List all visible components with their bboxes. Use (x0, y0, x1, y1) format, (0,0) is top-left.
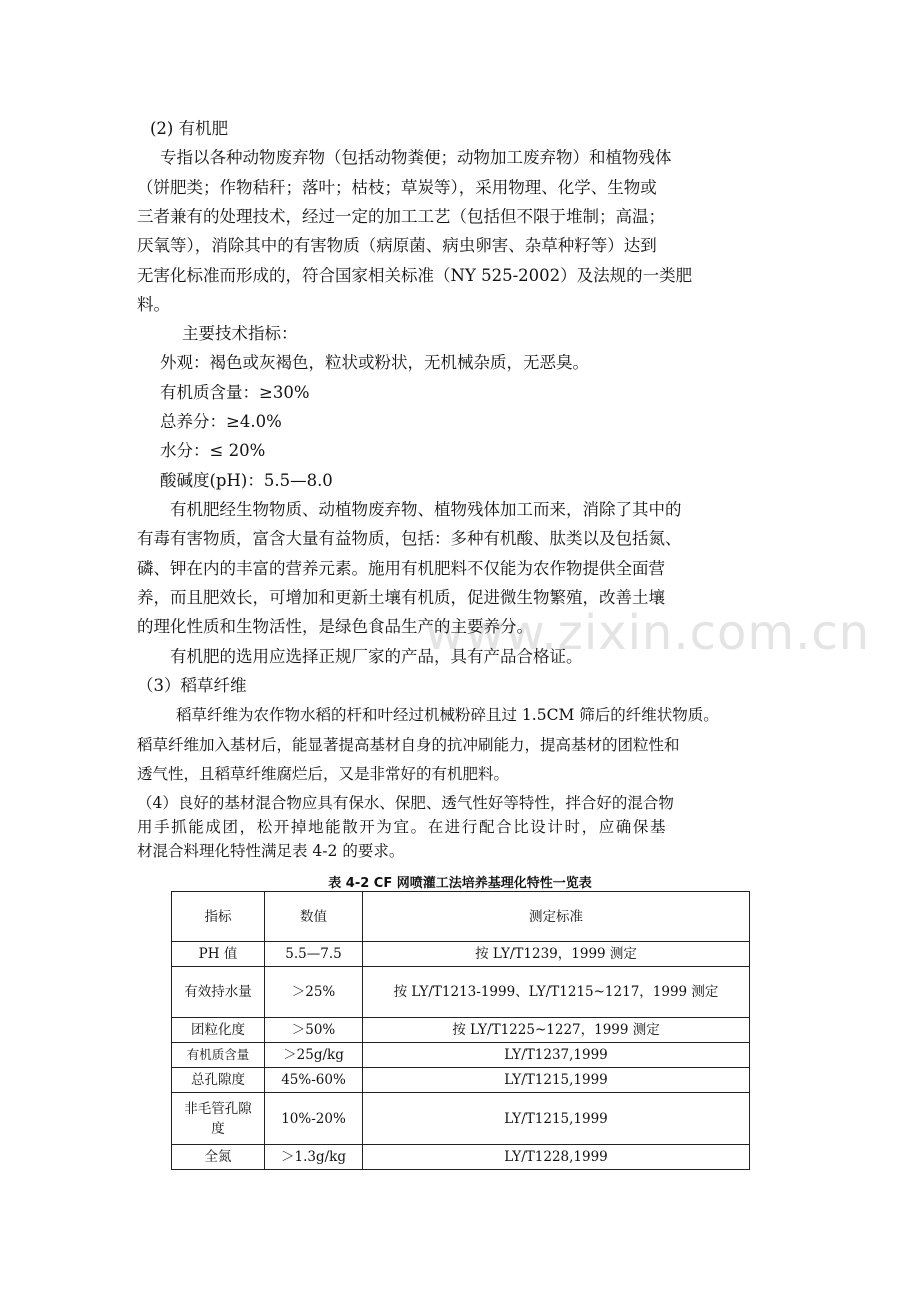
paragraph-line: 磷、钾在内的丰富的营养元素。施用有机肥料不仅能为农作物提供全面营 (137, 559, 665, 578)
paragraph-line: 材混合料理化特性满足表 4-2 的要求。 (137, 842, 405, 860)
heading-rice-straw-fiber: （3）稻草纤维 (137, 676, 247, 695)
header-value: 数值 (265, 892, 363, 942)
cell-indicator: 全氮 (172, 1145, 265, 1170)
cell-value: ＞1.3g/kg (265, 1145, 363, 1170)
paragraph-line: 厌氧等），消除其中的有害物质（病原菌、病虫卵害、杂草种籽等）达到 (137, 236, 657, 255)
cell-standard: LY/T1228,1999 (363, 1145, 750, 1170)
cell-value: ＞50% (265, 1018, 363, 1043)
table-row (172, 942, 750, 967)
paragraph-line: （饼肥类；作物秸秆；落叶；枯枝；草炭等），采用物理、化学、生物或 (137, 178, 657, 197)
paragraph-line: 用手抓能成团，松开掉地能散开为宜。在进行配合比设计时，应确保基 (137, 818, 668, 836)
paragraph-line: 料。 (137, 295, 170, 314)
cell-indicator: 总孔隙度 (172, 1068, 265, 1093)
indicator-ph: 酸碱度(pH)：5.5—8.0 (160, 471, 333, 490)
paragraph-line: 稻草纤维加入基材后，能显著提高基材自身的抗冲刷能力，提高基材的团粒性和 (137, 736, 680, 754)
heading-organic-fertilizer: (2) 有机肥 (150, 119, 229, 138)
table-caption: 表 4-2 CF 网喷灌工法培养基理化特性一览表 (328, 876, 592, 891)
cell-value: ＞25g/kg (265, 1043, 363, 1068)
cell-value: 5.5—7.5 (265, 942, 363, 967)
cell-indicator: 团粒化度 (172, 1018, 265, 1043)
indicator-organic-matter: 有机质含量：≥30% (160, 383, 310, 402)
paragraph-line: 养，而且肥效长，可增加和更新土壤有机质，促进微生物繁殖，改善土壤 (137, 588, 665, 607)
paragraph-line: 有机肥经生物物质、动植物废弃物、植物残体加工而来，消除了其中的 (170, 500, 682, 519)
cell-standard: LY/T1237,1999 (363, 1043, 750, 1068)
cell-standard: 按 LY/T1225~1227，1999 测定 (363, 1018, 750, 1043)
cell-value: 10%-20% (265, 1093, 363, 1145)
properties-table (171, 891, 750, 1170)
paragraph-line: 专指以各种动物废弃物（包括动物粪便；动物加工废弃物）和植物残体 (160, 148, 672, 167)
indicator-appearance: 外观：褐色或灰褐色，粒状或粉状，无机械杂质，无恶臭。 (160, 353, 589, 372)
paragraph-line: 三者兼有的处理技术，经过一定的加工工艺（包括但不限于堆制；高温； (137, 207, 665, 226)
table-row (172, 967, 750, 1018)
header-standard: 测定标准 (363, 892, 750, 942)
cell-standard: 按 LY/T1213-1999、LY/T1215~1217，1999 测定 (363, 967, 750, 1018)
table-header-row (172, 892, 750, 942)
paragraph-line: 无害化标准而形成的，符合国家相关标准（NY 525-2002）及法规的一类肥 (137, 266, 693, 285)
watermark: www.zixin.com.cn (425, 605, 871, 661)
paragraph-line: 有毒有害物质，富含大量有益物质，包括：多种有机酸、肽类以及包括氮、 (137, 529, 682, 548)
table-row (172, 1068, 750, 1093)
indicator-total-nutrient: 总养分：≥4.0% (160, 412, 282, 431)
cell-value: 45%-60% (265, 1068, 363, 1093)
cell-standard: 按 LY/T1239，1999 测定 (363, 942, 750, 967)
cell-indicator: 有效持水量 (172, 967, 265, 1018)
cell-indicator: PH 值 (172, 942, 265, 967)
paragraph-line: （4）良好的基材混合物应具有保水、保肥、透气性好等特性，拌合好的混合物 (137, 794, 674, 812)
indicator-moisture: 水分：≤ 20% (160, 441, 266, 460)
cell-standard: LY/T1215,1999 (363, 1068, 750, 1093)
paragraph-line: 的理化性质和生物活性，是绿色食品生产的主要养分。 (137, 617, 533, 636)
cell-indicator: 有机质含量 (172, 1043, 265, 1068)
main-tech-indicators-title: 主要技术指标： (182, 324, 298, 343)
header-indicator: 指标 (172, 892, 265, 942)
cell-indicator: 非毛管孔隙度 (172, 1093, 265, 1145)
paragraph-line: 透气性，且稻草纤维腐烂后，又是非常好的有机肥料。 (137, 765, 510, 783)
table-row (172, 1018, 750, 1043)
paragraph-line: 有机肥的选用应选择正规厂家的产品，具有产品合格证。 (170, 647, 583, 666)
cell-standard: LY/T1215,1999 (363, 1093, 750, 1145)
table-row (172, 1093, 750, 1145)
table-row (172, 1043, 750, 1068)
table-row (172, 1145, 750, 1170)
paragraph-line: 稻草纤维为农作物水稻的杆和叶经过机械粉碎且过 1.5CM 筛后的纤维状物质。 (176, 706, 719, 724)
cell-value: ＞25% (265, 967, 363, 1018)
